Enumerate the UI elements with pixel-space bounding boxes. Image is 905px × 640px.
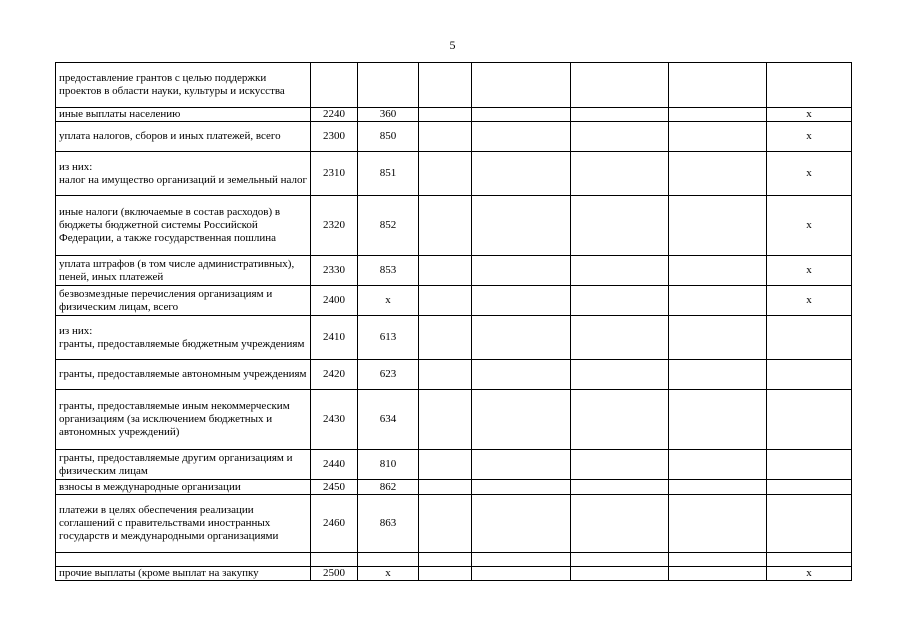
empty-cell (419, 122, 472, 152)
row-name-cell: гранты, предоставляемые иным некоммерческим организациям (за исключением бюджетных и автономных учреждений) (56, 390, 311, 450)
empty-cell (571, 63, 669, 108)
line-code-cell: 2300 (311, 122, 358, 152)
empty-cell (669, 480, 767, 495)
empty-cell (472, 567, 571, 581)
empty-cell (669, 553, 767, 567)
empty-cell (669, 122, 767, 152)
row-name-cell: платежи в целях обеспечения реализации соглашений с правительствами иностранных государств и международными организациями (56, 495, 311, 553)
row-name-cell: прочие выплаты (кроме выплат на закупку (56, 567, 311, 581)
row-name-cell: уплата штрафов (в том числе административных), пеней, иных платежей (56, 256, 311, 286)
row-name-cell: гранты, предоставляемые автономным учреждениям (56, 360, 311, 390)
empty-cell (472, 360, 571, 390)
empty-cell (419, 316, 472, 360)
empty-cell (669, 196, 767, 256)
table-row (56, 316, 852, 360)
empty-cell (571, 567, 669, 581)
empty-cell (669, 567, 767, 581)
empty-cell (571, 390, 669, 450)
table-row (56, 122, 852, 152)
kbk-code-cell: 810 (358, 450, 419, 480)
table-row (56, 480, 852, 495)
empty-cell (669, 256, 767, 286)
row-name-cell: предоставление грантов с целью поддержки проектов в области науки, культуры и искусства (56, 63, 311, 108)
kbk-code-cell: x (358, 286, 419, 316)
empty-cell (669, 286, 767, 316)
line-code-cell: 2500 (311, 567, 358, 581)
empty-cell (472, 450, 571, 480)
empty-cell (472, 286, 571, 316)
last-column-cell (767, 553, 852, 567)
kbk-code-cell: 853 (358, 256, 419, 286)
kbk-code-cell: 852 (358, 196, 419, 256)
line-code-cell: 2460 (311, 495, 358, 553)
last-column-cell (767, 390, 852, 450)
line-code-cell (311, 553, 358, 567)
empty-cell (669, 108, 767, 122)
kbk-code-cell: 851 (358, 152, 419, 196)
last-column-cell (767, 495, 852, 553)
empty-cell (419, 108, 472, 122)
table-row (56, 286, 852, 316)
empty-cell (419, 390, 472, 450)
kbk-code-cell: 623 (358, 360, 419, 390)
last-column-cell: x (767, 256, 852, 286)
empty-cell (571, 286, 669, 316)
last-column-cell: x (767, 196, 852, 256)
kbk-code-cell: 850 (358, 122, 419, 152)
row-name-cell: из них: гранты, предоставляемые бюджетным учреждениям (56, 316, 311, 360)
empty-cell (472, 196, 571, 256)
kbk-code-cell: 862 (358, 480, 419, 495)
empty-cell (669, 316, 767, 360)
last-column-cell (767, 450, 852, 480)
line-code-cell (311, 63, 358, 108)
empty-cell (419, 286, 472, 316)
empty-cell (669, 450, 767, 480)
last-column-cell: x (767, 567, 852, 581)
line-code-cell: 2430 (311, 390, 358, 450)
table-row (56, 567, 852, 581)
empty-cell (419, 63, 472, 108)
empty-cell (472, 108, 571, 122)
kbk-code-cell (358, 553, 419, 567)
empty-cell (472, 495, 571, 553)
empty-cell (571, 480, 669, 495)
line-code-cell: 2440 (311, 450, 358, 480)
table-row (56, 196, 852, 256)
empty-cell (419, 196, 472, 256)
empty-cell (571, 152, 669, 196)
empty-cell (571, 553, 669, 567)
table-row (56, 63, 852, 108)
kbk-code-cell: 634 (358, 390, 419, 450)
empty-cell (669, 360, 767, 390)
empty-cell (472, 122, 571, 152)
empty-cell (571, 196, 669, 256)
last-column-cell: x (767, 108, 852, 122)
line-code-cell: 2240 (311, 108, 358, 122)
empty-cell (472, 152, 571, 196)
empty-cell (419, 480, 472, 495)
table-row (56, 450, 852, 480)
empty-cell (472, 316, 571, 360)
empty-cell (571, 360, 669, 390)
empty-cell (472, 256, 571, 286)
empty-cell (419, 152, 472, 196)
empty-cell (419, 450, 472, 480)
last-column-cell: x (767, 286, 852, 316)
line-code-cell: 2400 (311, 286, 358, 316)
kbk-code-cell: 613 (358, 316, 419, 360)
table-row (56, 390, 852, 450)
empty-cell (472, 390, 571, 450)
row-name-cell (56, 553, 311, 567)
empty-cell (472, 553, 571, 567)
empty-cell (669, 152, 767, 196)
empty-cell (472, 480, 571, 495)
last-column-cell: x (767, 122, 852, 152)
line-code-cell: 2310 (311, 152, 358, 196)
budget-table (55, 62, 852, 581)
empty-cell (571, 122, 669, 152)
empty-cell (419, 567, 472, 581)
row-name-cell: иные выплаты населению (56, 108, 311, 122)
row-name-cell: безвозмездные перечисления организациям и физическим лицам, всего (56, 286, 311, 316)
kbk-code-cell: 360 (358, 108, 419, 122)
table-row (56, 553, 852, 567)
line-code-cell: 2420 (311, 360, 358, 390)
row-name-cell: из них: налог на имущество организаций и земельный налог (56, 152, 311, 196)
empty-cell (669, 390, 767, 450)
line-code-cell: 2410 (311, 316, 358, 360)
last-column-cell (767, 480, 852, 495)
empty-cell (571, 108, 669, 122)
empty-cell (669, 495, 767, 553)
row-name-cell: гранты, предоставляемые другим организациям и физическим лицам (56, 450, 311, 480)
empty-cell (669, 63, 767, 108)
empty-cell (571, 495, 669, 553)
line-code-cell: 2320 (311, 196, 358, 256)
row-name-cell: иные налоги (включаемые в состав расходов) в бюджеты бюджетной системы Российской Федерации, а также государственная пошлина (56, 196, 311, 256)
table-row (56, 152, 852, 196)
empty-cell (571, 450, 669, 480)
table-row (56, 256, 852, 286)
empty-cell (419, 495, 472, 553)
page-number: 5 (449, 38, 456, 52)
last-column-cell (767, 316, 852, 360)
last-column-cell: x (767, 152, 852, 196)
table-row (56, 108, 852, 122)
empty-cell (571, 316, 669, 360)
row-name-cell: взносы в международные организации (56, 480, 311, 495)
line-code-cell: 2450 (311, 480, 358, 495)
empty-cell (472, 63, 571, 108)
line-code-cell: 2330 (311, 256, 358, 286)
empty-cell (419, 360, 472, 390)
kbk-code-cell: x (358, 567, 419, 581)
empty-cell (571, 256, 669, 286)
table-row (56, 495, 852, 553)
empty-cell (419, 256, 472, 286)
empty-cell (419, 553, 472, 567)
kbk-code-cell (358, 63, 419, 108)
last-column-cell (767, 360, 852, 390)
kbk-code-cell: 863 (358, 495, 419, 553)
last-column-cell (767, 63, 852, 108)
row-name-cell: уплата налогов, сборов и иных платежей, всего (56, 122, 311, 152)
table-row (56, 360, 852, 390)
